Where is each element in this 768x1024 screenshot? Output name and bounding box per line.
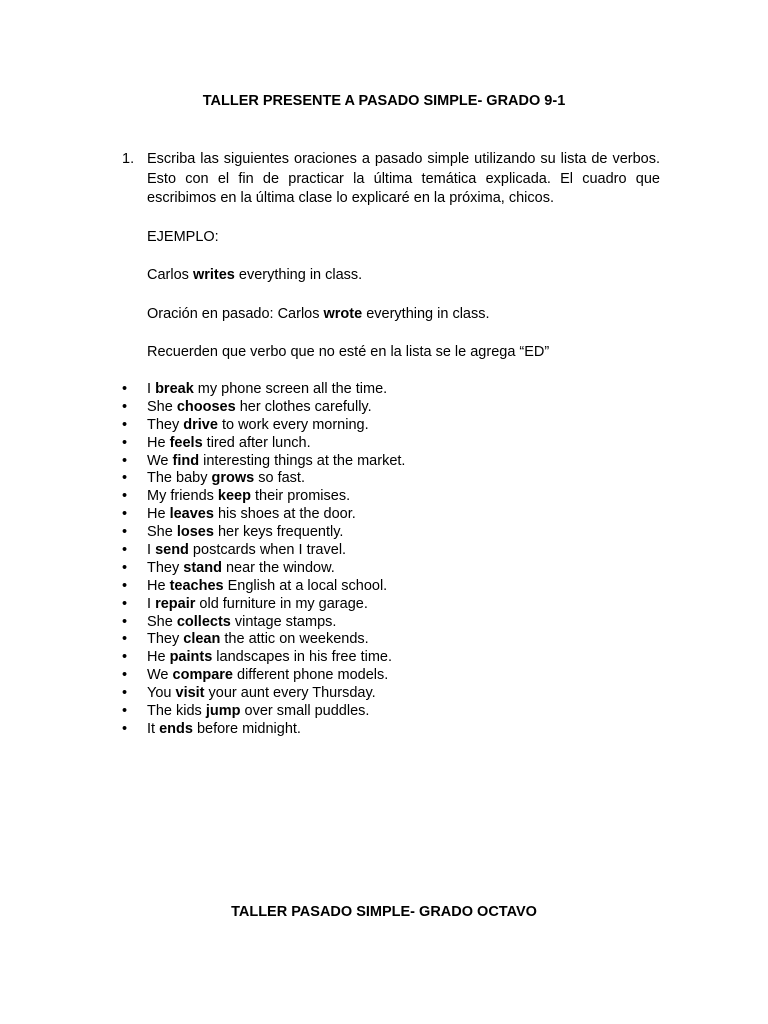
bullet-icon: • <box>122 631 128 648</box>
sentence-verb: visit <box>175 685 205 702</box>
sentence-verb: feels <box>169 434 203 451</box>
sentence-after: the attic on weekends. <box>220 631 369 648</box>
sentence-after: to work every morning. <box>217 416 369 433</box>
sentence-before: We <box>147 667 173 684</box>
list-item <box>120 578 405 596</box>
sentence-after: my phone screen all the time. <box>193 381 388 397</box>
bullet-icon: • <box>122 470 128 487</box>
list-item <box>120 524 405 542</box>
list-item <box>120 381 405 399</box>
sentence-after: over small puddles. <box>240 703 370 720</box>
sentence-verb: chooses <box>176 398 236 415</box>
sentence-after: English at a local school. <box>223 577 388 594</box>
sentence-verb: teaches <box>169 577 224 594</box>
list-item <box>120 399 405 417</box>
sentence-verb: collects <box>176 613 231 630</box>
bullet-icon: • <box>122 488 128 505</box>
sentence-after: different phone models. <box>232 667 389 684</box>
sentence-before: He <box>147 649 170 666</box>
sentence-verb: repair <box>155 595 196 612</box>
example-past-verb: wrote <box>323 305 363 322</box>
sentence-before: You <box>147 685 176 702</box>
list-item <box>120 721 405 739</box>
sentence-after: her keys frequently. <box>213 524 344 541</box>
sentence-list <box>120 381 405 739</box>
sentence-after: landscapes in his free time. <box>212 649 393 666</box>
sentence-before: He <box>147 577 170 594</box>
list-item <box>120 685 405 703</box>
sentence-after: her clothes carefully. <box>235 398 372 415</box>
sentence-after: before midnight. <box>192 720 301 737</box>
sentence-verb: leaves <box>169 506 214 523</box>
sentence-after: tired after lunch. <box>202 434 311 451</box>
sentence-verb: ends <box>159 720 193 737</box>
bullet-icon: • <box>122 703 128 720</box>
sentence-before: They <box>147 631 184 648</box>
sentence-after: so fast. <box>254 470 305 487</box>
sentence-before: He <box>147 506 170 523</box>
bullet-icon: • <box>122 685 128 702</box>
example-present-verb: writes <box>192 267 235 283</box>
list-item <box>120 649 405 667</box>
sentence-verb: send <box>155 542 189 559</box>
sentence-after: vintage stamps. <box>230 613 337 630</box>
bullet-icon: • <box>122 595 128 612</box>
sentence-after: his shoes at the door. <box>213 506 356 523</box>
bullet-icon: • <box>122 559 128 576</box>
sentence-before: She <box>147 524 177 541</box>
sentence-verb: compare <box>172 667 233 684</box>
bullet-icon: • <box>122 398 128 415</box>
bullet-icon: • <box>122 416 128 433</box>
sentence-before: My friends <box>147 488 218 505</box>
example-present-after: everything in class. <box>234 267 363 283</box>
list-item <box>120 614 405 632</box>
list-item <box>120 488 405 506</box>
sentence-before: The baby <box>147 470 212 487</box>
sentence-after: their promises. <box>250 488 351 505</box>
bullet-icon: • <box>122 381 128 397</box>
sentence-before: They <box>147 559 184 576</box>
reminder-text: Recuerden que verbo que no esté en la lista se le agrega “ED” <box>147 344 550 360</box>
sentence-after: postcards when I travel. <box>188 542 347 559</box>
bullet-icon: • <box>122 452 128 469</box>
bullet-icon: • <box>122 434 128 451</box>
example-present-before: Carlos <box>147 267 193 283</box>
example-past-after: everything in class. <box>362 305 490 322</box>
sentence-verb: keep <box>217 488 251 505</box>
task-instruction: Escriba las siguientes oraciones a pasado simple utilizando su lista de verbos. Esto con el fin de practicar la última temática explicada. El cuadro que escribimos en la última clase lo explicaré en la próxima, chicos. <box>147 151 660 206</box>
sentence-verb: clean <box>183 631 221 648</box>
sentence-before: She <box>147 398 177 415</box>
bullet-icon: • <box>122 649 128 666</box>
bullet-icon: • <box>122 506 128 523</box>
list-item <box>120 560 405 578</box>
sentence-verb: paints <box>169 649 213 666</box>
task-number: 1. <box>122 151 135 167</box>
sentence-after: near the window. <box>221 559 335 576</box>
task-body <box>147 150 660 363</box>
sentence-before: They <box>147 416 184 433</box>
sentence-verb: drive <box>183 416 218 433</box>
bullet-icon: • <box>122 542 128 559</box>
second-title: TALLER PASADO SIMPLE- GRADO OCTAVO <box>231 904 537 920</box>
list-item <box>120 631 405 649</box>
example-present <box>147 266 660 286</box>
sentence-verb: find <box>172 452 200 469</box>
sentence-after: old furniture in my garage. <box>195 595 368 612</box>
sentence-before: I <box>147 542 156 559</box>
sentence-after: interesting things at the market. <box>199 452 406 469</box>
sentence-verb: jump <box>205 703 241 720</box>
example-past-before: Oración en pasado: Carlos <box>147 305 324 322</box>
list-item <box>120 542 405 560</box>
sentence-before: He <box>147 434 170 451</box>
example-label: EJEMPLO: <box>147 228 219 245</box>
list-item <box>120 417 405 435</box>
sentence-before: She <box>147 613 177 630</box>
list-item <box>120 453 405 471</box>
bullet-icon: • <box>122 577 128 594</box>
sentence-after: your aunt every Thursday. <box>204 685 376 702</box>
bullet-icon: • <box>122 613 128 630</box>
list-item <box>120 435 405 453</box>
list-item <box>120 596 405 614</box>
sentence-before: I <box>147 595 156 612</box>
sentence-verb: loses <box>176 524 214 541</box>
example-past <box>147 305 660 325</box>
task-item <box>120 150 660 363</box>
list-item <box>120 703 405 721</box>
sentence-verb: break <box>155 381 194 397</box>
list-item <box>120 667 405 685</box>
sentence-before: It <box>147 720 160 737</box>
sentence-verb: stand <box>183 559 222 576</box>
bullet-icon: • <box>122 524 128 541</box>
sentence-verb: grows <box>211 470 255 487</box>
sentence-before: We <box>147 452 173 469</box>
list-item <box>120 470 405 488</box>
bullet-icon: • <box>122 667 128 684</box>
sentence-before: I <box>147 381 156 397</box>
bullet-icon: • <box>122 720 128 737</box>
list-item <box>120 506 405 524</box>
sentence-before: The kids <box>147 703 206 720</box>
page-title: TALLER PRESENTE A PASADO SIMPLE- GRADO 9-1 <box>202 93 566 109</box>
